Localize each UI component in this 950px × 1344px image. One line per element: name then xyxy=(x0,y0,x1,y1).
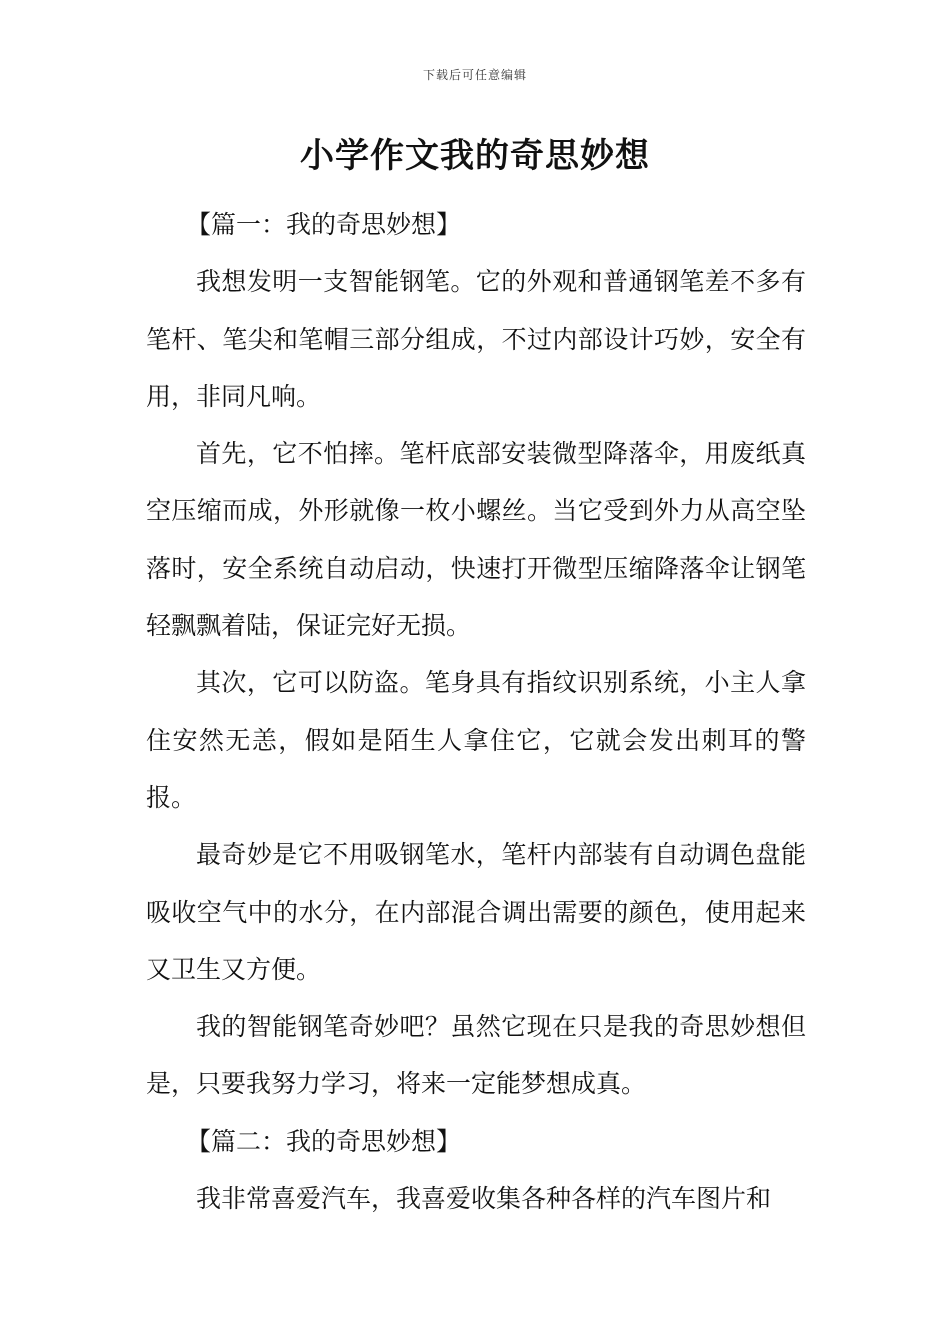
paragraph: 我想发明一支智能钢笔。它的外观和普通钢笔差不多有笔杆、笔尖和笔帽三部分组成，不过内部设计巧妙，安全有用，非同凡响。 xyxy=(146,267,806,411)
paragraph: 其次，它可以防盗。笔身具有指纹识别系统，小主人拿住安然无恙，假如是陌生人拿住它，它就会发出刺耳的警报。 xyxy=(146,668,806,812)
header-note: 下载后可任意编辑 xyxy=(422,68,527,82)
paragraph: 我的智能钢笔奇妙吧？虽然它现在只是我的奇思妙想但是，只要我努力学习，将来一定能梦想成真。 xyxy=(146,1012,806,1099)
section-heading-1: 【篇一：我的奇思妙想】 xyxy=(186,210,462,239)
paragraph: 我非常喜爱汽车，我喜爱收集各种各样的汽车图片和 xyxy=(196,1184,772,1214)
document-body xyxy=(146,196,806,1227)
page-title: 小学作文我的奇思妙想 xyxy=(300,136,650,176)
section-heading-2: 【篇二：我的奇思妙想】 xyxy=(186,1126,462,1156)
paragraph: 最奇妙是它不用吸钢笔水，笔杆内部装有自动调色盘能吸收空气中的水分，在内部混合调出需要的颜色，使用起来又卫生又方便。 xyxy=(146,840,806,984)
paragraph: 首先，它不怕摔。笔杆底部安装微型降落伞，用废纸真空压缩而成，外形就像一枚小螺丝。当它受到外力从高空坠落时，安全系统自动启动，快速打开微型压缩降落伞让钢笔轻飘飘着陆，保证完好无损。 xyxy=(146,439,806,641)
